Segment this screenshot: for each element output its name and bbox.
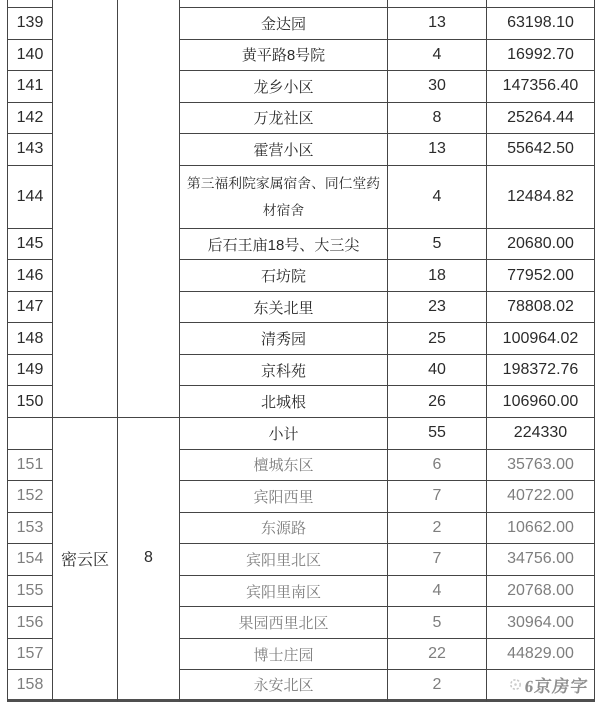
count-cell: 5 [388,229,487,261]
amount-cell: 100964.02 [487,323,595,355]
community-cell: 东关北里 [180,292,388,324]
amount-cell: 25264.44 [487,103,595,135]
amount-cell: 34756.00 [487,544,595,576]
amount-cell: 35763.00 [487,450,595,482]
amount-cell: 40722.00 [487,481,595,513]
community-cell: 金达园 [180,8,388,40]
district-cell: 密云区 [53,418,118,702]
amount-cell: 30964.00 [487,607,595,639]
row-number-cell: 147 [7,292,53,324]
count-cell: 26 [388,386,487,418]
row-number-cell: 148 [7,323,53,355]
row-number-cell: 151 [7,450,53,482]
count-cell: 18 [388,260,487,292]
community-cell: 龙乡小区 [180,71,388,103]
community-cell: 京科苑 [180,355,388,387]
row-number-cell: 155 [7,576,53,608]
row-number-cell: 154 [7,544,53,576]
count-cell: 30 [388,71,487,103]
amount-cell: 16992.70 [487,40,595,72]
district-count-cell [118,0,180,418]
community-cell: 博士庄园 [180,639,388,671]
amount-cell: 20680.00 [487,229,595,261]
community-cell: 石坊院 [180,260,388,292]
count-cell: 2 [388,513,487,545]
row-number-cell: 142 [7,103,53,135]
count-cell: 13 [388,8,487,40]
count-cell: 6 [388,450,487,482]
community-cell [180,0,388,8]
amount-cell: 12484.82 [487,166,595,229]
community-cell: 永安北区 [180,670,388,702]
amount-cell: 224330 [487,418,595,450]
row-number-cell: 157 [7,639,53,671]
community-cell: 万龙社区 [180,103,388,135]
community-cell: 第三福利院家属宿舍、同仁堂药材宿舍 [180,166,388,229]
district-count-cell: 8 [118,418,180,702]
count-cell: 7 [388,481,487,513]
watermark-text: 6京房字 [524,677,590,697]
amount-cell: 106960.00 [487,386,595,418]
community-cell: 后石王庙18号、大三尖 [180,229,388,261]
row-number-cell: 156 [7,607,53,639]
sun-logo-icon [508,677,523,692]
community-cell: 北城根 [180,386,388,418]
community-cell: 宾阳里南区 [180,576,388,608]
row-number-cell: 153 [7,513,53,545]
count-cell [388,0,487,8]
amount-cell: 20768.00 [487,576,595,608]
row-number-cell: 141 [7,71,53,103]
count-cell: 8 [388,103,487,135]
count-cell: 2 [388,670,487,702]
community-cell: 宾阳里北区 [180,544,388,576]
community-cell: 果园西里北区 [180,607,388,639]
subtotal-label-cell: 小计 [180,418,388,450]
amount-cell [487,670,595,702]
row-number-cell: 143 [7,134,53,166]
row-number-cell: 158 [7,670,53,702]
amount-cell: 10662.00 [487,513,595,545]
amount-cell: 147356.40 [487,71,595,103]
community-cell: 宾阳西里 [180,481,388,513]
count-cell: 22 [388,639,487,671]
count-cell: 4 [388,40,487,72]
count-cell: 23 [388,292,487,324]
community-cell: 清秀园 [180,323,388,355]
count-cell: 7 [388,544,487,576]
amount-cell: 78808.02 [487,292,595,324]
count-cell: 13 [388,134,487,166]
count-cell: 5 [388,607,487,639]
subtotal-row-number-cell [7,418,53,450]
communities-table [7,0,595,702]
row-number-cell: 149 [7,355,53,387]
count-cell: 25 [388,323,487,355]
count-cell: 40 [388,355,487,387]
row-number-cell [7,0,53,8]
amount-cell: 44829.00 [487,639,595,671]
watermark [508,672,589,697]
count-cell: 4 [388,576,487,608]
district-cell [53,0,118,418]
row-number-cell: 152 [7,481,53,513]
amount-cell: 63198.10 [487,8,595,40]
count-cell: 55 [388,418,487,450]
row-number-cell: 139 [7,8,53,40]
row-number-cell: 140 [7,40,53,72]
community-cell: 东源路 [180,513,388,545]
amount-cell: 77952.00 [487,260,595,292]
amount-cell: 55642.50 [487,134,595,166]
amount-cell [487,0,595,8]
amount-cell: 198372.76 [487,355,595,387]
count-cell: 4 [388,166,487,229]
row-number-cell: 150 [7,386,53,418]
community-cell: 霍营小区 [180,134,388,166]
row-number-cell: 145 [7,229,53,261]
community-cell: 黄平路8号院 [180,40,388,72]
row-number-cell: 146 [7,260,53,292]
community-cell: 檀城东区 [180,450,388,482]
row-number-cell: 144 [7,166,53,229]
